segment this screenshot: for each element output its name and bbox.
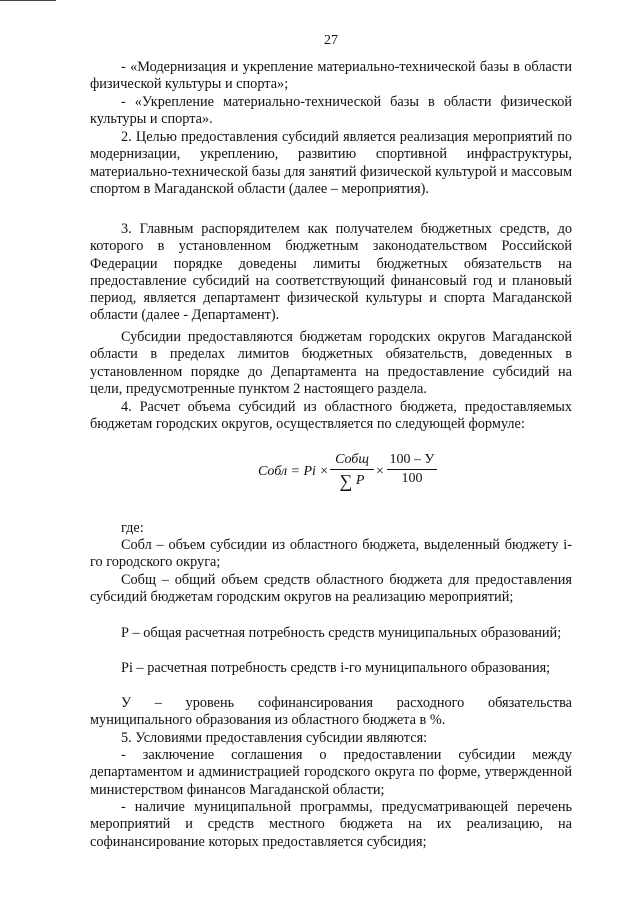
paragraph-3: 2. Целью предоставления субсидий является реализация мероприятий по модернизации, укреплению, развитию спортивной инфраструктуры, материально-технической базы для занятий физической культурой и массовым спортом в Магаданской области (далее – мероприятия). — [90, 129, 572, 197]
sigma-symbol: ∑ — [339, 471, 353, 491]
formula-fraction-2 — [387, 452, 437, 487]
paragraph-7: 5. Условиями предоставления субсидии являются: — [121, 730, 428, 746]
formula-fraction-2-numerator: 100 – У — [387, 452, 437, 470]
formula-times: × — [375, 464, 385, 479]
paragraph-def-sobsh: Собщ – общий объем средств областного бюджета для предоставления субсидий бюджетам городским округов на реализацию мероприятий; — [90, 572, 572, 606]
paragraph-2: - «Укрепление материально-технической базы в области физической культуры и спорта». — [90, 94, 572, 128]
formula-fraction-1-denominator — [330, 470, 374, 492]
formula-fraction-1-numerator: Собщ — [330, 452, 374, 470]
paragraph-9: - наличие муниципальной программы, предусматривающей перечень мероприятий и средств местного бюджета на их реализацию, на софинансирование которых предоставляется субсидия; — [90, 799, 572, 850]
paragraph-4: 3. Главным распорядителем как получателем бюджетных средств, до которого в установленном бюджетным законодательством Российской Федерации порядке доведены лимиты бюджетных обязательств на предоставление субсидий на соответствующий финансовый год и плановый период, является департамент физической культуры и спорта Магаданской области (далее - Департамент). — [90, 221, 572, 324]
paragraph-def-p: Р – общая расчетная потребность средств муниципальных образований; — [121, 625, 562, 641]
top-rule — [0, 0, 56, 1]
formula-fraction-2-denominator: 100 — [401, 471, 423, 486]
paragraph-1: - «Модернизация и укрепление материально-технической базы в области физической культуры и спорта»; — [90, 59, 572, 93]
paragraph-def-u: У – уровень софинансирования расходного обязательства муниципального образования из областного бюджета в %. — [90, 695, 572, 729]
formula-fraction-1 — [330, 452, 374, 492]
page-number: 27 — [324, 33, 338, 48]
paragraph-def-sobl: Собл – объем субсидии из областного бюджета, выделенный бюджету i-го городского округа; — [90, 537, 572, 571]
paragraph-8: - заключение соглашения о предоставлении субсидии между департаментом и администрацией городского округа по форме, утвержденной министерством финансов Магаданской области; — [90, 747, 572, 798]
paragraph-def-pi: Рi – расчетная потребность средств i-го муниципального образования; — [121, 660, 551, 676]
formula-fraction-1-den-var: Р — [355, 473, 365, 488]
formula-lhs: Собл = Рi × — [258, 464, 329, 479]
paragraph-where: где: — [121, 520, 144, 536]
paragraph-5: Субсидии предоставляются бюджетам городских округов Магаданской области в пределах лимитов бюджетных обязательств, доведенных в установленном порядке до Департамента на предоставление субсидий на цели, предусмотренные пунктом 2 настоящего раздела. — [90, 329, 572, 397]
subsidy-formula — [258, 452, 518, 498]
paragraph-6: 4. Расчет объема субсидий из областного бюджета, предоставляемых бюджетам городских округов, осуществляется по следующей формуле: — [90, 399, 572, 433]
